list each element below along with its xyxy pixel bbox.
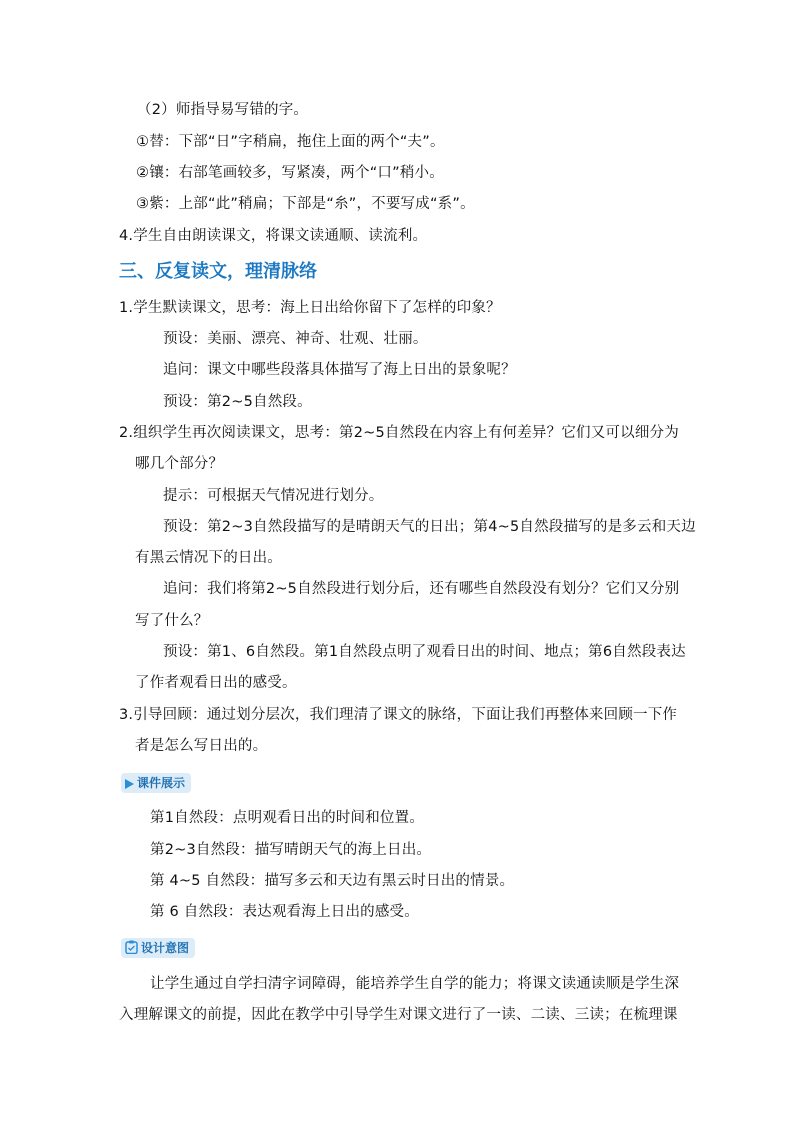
text-line: 入理解课文的前提，因此在教学中引导学生对课文进行了一读、二读、三读；在梳理课 — [119, 1007, 678, 1023]
text-line: 哪几个部分？ — [135, 456, 224, 472]
text-line: 2.组织学生再次阅读课文，思考：第2~5自然段在内容上有何差异？它们又可以细分为 — [119, 425, 679, 441]
text-line: （2）师指导易写错的字。 — [137, 102, 309, 118]
courseware-line: 第2~3自然段：描写晴朗天气的海上日出。 — [150, 842, 432, 858]
text-line: 了作者观看日出的感受。 — [135, 675, 297, 691]
courseware-line: 第 4~5 自然段：描写多云和天边有黑云时日出的情景。 — [150, 873, 515, 889]
text-line: 预设：第1、6自然段。第1自然段点明了观看日出的时间、地点；第6自然段表达 — [163, 644, 686, 660]
play-triangle-icon — [125, 774, 134, 793]
text-line: 预设：第2~3自然段描写的是晴朗天气的日出；第4~5自然段描写的是多云和天边 — [163, 519, 696, 535]
design-intent-tag — [121, 938, 195, 958]
section-heading: 三、反复读文，理清脉络 — [119, 261, 317, 282]
text-line: ②镶：右部笔画较多，写紧凑，两个“口”稍小。 — [136, 165, 444, 181]
text-line: ①替：下部“日”字稍扁，拖住上面的两个“夫”。 — [136, 134, 445, 150]
text-line: 提示：可根据天气情况进行划分。 — [163, 488, 384, 504]
courseware-line: 第 6 自然段：表达观看海上日出的感受。 — [150, 904, 419, 920]
text-line: 追问：课文中哪些段落具体描写了海上日出的景象呢？ — [163, 362, 516, 378]
courseware-tag — [121, 773, 191, 793]
text-line: 3.引导回顾：通过划分层次，我们理清了课文的脉络，下面让我们再整体来回顾一下作 — [119, 707, 678, 723]
text-line: ③紫：上部“此”稍扁；下部是“糸”，不要写成“系”。 — [136, 196, 475, 212]
design-intent-tag-label: 设计意图 — [141, 941, 190, 955]
text-line: 4.学生自由朗读课文，将课文读通顺、读流利。 — [119, 228, 428, 244]
text-line: 让学生通过自学扫清字词障碍，能培养学生自学的能力；将课文读通读顺是学生深 — [150, 976, 680, 992]
clipboard-icon — [125, 939, 138, 958]
courseware-tag-label: 课件展示 — [137, 776, 186, 790]
text-line: 预设：美丽、漂亮、神奇、壮观、壮丽。 — [163, 331, 428, 347]
text-line: 预设：第2~5自然段。 — [163, 394, 312, 410]
courseware-line: 第1自然段：点明观看日出的时间和位置。 — [150, 810, 425, 826]
text-line: 1.学生默读课文，思考：海上日出给你留下了怎样的印象？ — [119, 300, 501, 316]
text-line: 写了什么？ — [135, 613, 209, 629]
text-line: 者是怎么写日出的。 — [135, 738, 268, 754]
text-line: 有黑云情况下的日出。 — [135, 550, 282, 566]
text-line: 追问：我们将第2~5自然段进行划分后，还有哪些自然段没有划分？它们又分别 — [163, 581, 680, 597]
